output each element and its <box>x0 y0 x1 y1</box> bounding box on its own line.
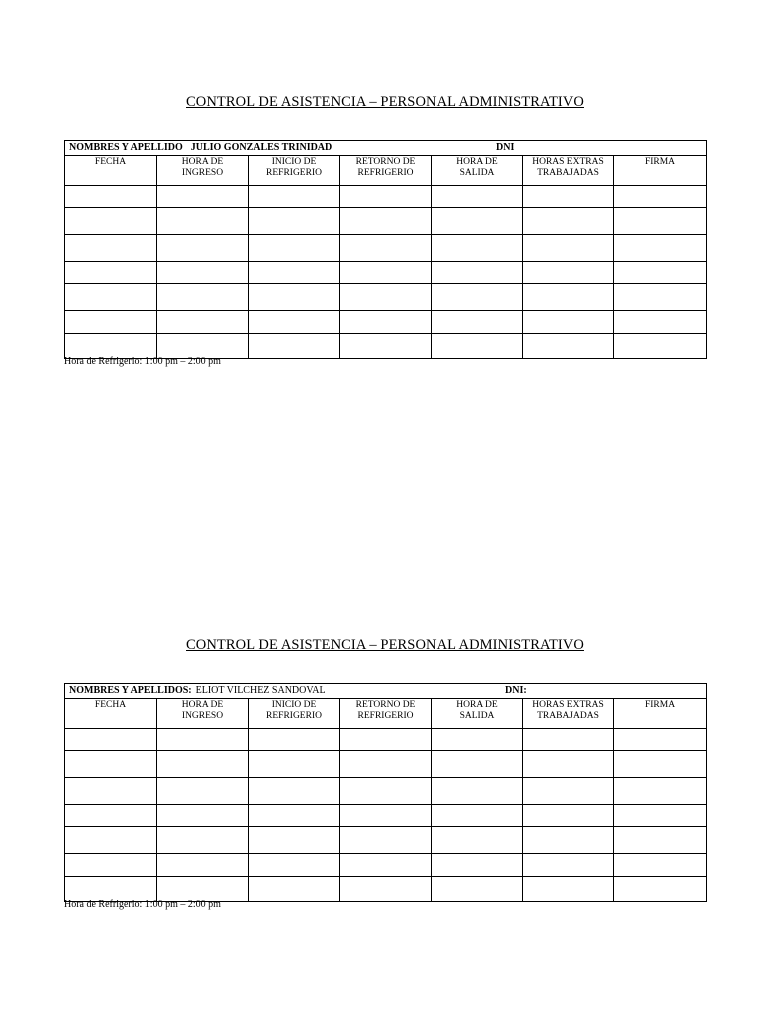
table-row <box>65 877 707 902</box>
col-header-hora-salida: HORA DE SALIDA <box>432 699 523 729</box>
cell-horas-extras <box>523 186 614 208</box>
cell-retorno-refrigerio <box>340 311 432 334</box>
cell-inicio-refrigerio <box>249 284 340 311</box>
cell-horas-extras <box>523 284 614 311</box>
table-row <box>65 805 707 827</box>
cell-firma <box>614 235 707 262</box>
cell-retorno-refrigerio <box>340 284 432 311</box>
cell-hora-salida <box>432 186 523 208</box>
cell-inicio-refrigerio <box>249 805 340 827</box>
cell-inicio-refrigerio <box>249 311 340 334</box>
cell-firma <box>614 311 707 334</box>
column-header-row <box>65 699 707 729</box>
cell-retorno-refrigerio <box>340 751 432 778</box>
cell-firma <box>614 827 707 854</box>
cell-hora-salida <box>432 235 523 262</box>
attendance-form-2 <box>64 637 706 910</box>
cell-fecha <box>65 186 157 208</box>
cell-hora-ingreso <box>157 778 249 805</box>
cell-inicio-refrigerio <box>249 262 340 284</box>
cell-fecha <box>65 729 157 751</box>
employee-name: JULIO GONZALES TRINIDAD <box>190 142 333 153</box>
col-header-firma: FIRMA <box>614 699 707 729</box>
table-row <box>65 262 707 284</box>
cell-hora-salida <box>432 334 523 359</box>
column-header-row <box>65 156 707 186</box>
cell-horas-extras <box>523 805 614 827</box>
cell-retorno-refrigerio <box>340 186 432 208</box>
cell-hora-salida <box>432 751 523 778</box>
attendance-table <box>64 140 707 359</box>
cell-horas-extras <box>523 208 614 235</box>
cell-hora-ingreso <box>157 751 249 778</box>
cell-inicio-refrigerio <box>249 208 340 235</box>
cell-fecha <box>65 334 157 359</box>
cell-horas-extras <box>523 778 614 805</box>
cell-retorno-refrigerio <box>340 262 432 284</box>
cell-hora-ingreso <box>157 729 249 751</box>
col-header-inicio-refrigerio: INICIO DE REFRIGERIO <box>249 156 340 186</box>
attendance-form-1 <box>64 94 706 367</box>
cell-hora-salida <box>432 208 523 235</box>
table-row <box>65 235 707 262</box>
cell-horas-extras <box>523 235 614 262</box>
col-header-hora-salida: HORA DE SALIDA <box>432 156 523 186</box>
col-header-hora-ingreso: HORA DE INGRESO <box>157 699 249 729</box>
cell-hora-salida <box>432 729 523 751</box>
col-header-hora-ingreso: HORA DE INGRESO <box>157 156 249 186</box>
cell-hora-ingreso <box>157 334 249 359</box>
cell-fecha <box>65 284 157 311</box>
cell-inicio-refrigerio <box>249 778 340 805</box>
cell-horas-extras <box>523 729 614 751</box>
cell-firma <box>614 751 707 778</box>
cell-hora-salida <box>432 854 523 877</box>
cell-firma <box>614 729 707 751</box>
table-row <box>65 186 707 208</box>
cell-fecha <box>65 854 157 877</box>
lunch-hours-note: Hora de Refrigerio: 1:00 pm – 2:00 pm <box>64 356 221 367</box>
cell-horas-extras <box>523 311 614 334</box>
form-title: CONTROL DE ASISTENCIA – PERSONAL ADMINISTRATIVO <box>186 637 584 653</box>
cell-inicio-refrigerio <box>249 334 340 359</box>
name-label: NOMBRES Y APELLIDOS: <box>69 685 192 696</box>
cell-firma <box>614 778 707 805</box>
cell-fecha <box>65 208 157 235</box>
dni-label: DNI <box>496 142 515 153</box>
cell-retorno-refrigerio <box>340 854 432 877</box>
col-header-firma: FIRMA <box>614 156 707 186</box>
cell-hora-salida <box>432 805 523 827</box>
col-header-inicio-refrigerio: INICIO DE REFRIGERIO <box>249 699 340 729</box>
cell-fecha <box>65 805 157 827</box>
col-header-retorno-refrigerio: RETORNO DE REFRIGERIO <box>340 699 432 729</box>
dni-label: DNI: <box>505 685 527 696</box>
cell-retorno-refrigerio <box>340 729 432 751</box>
cell-fecha <box>65 877 157 902</box>
cell-hora-ingreso <box>157 311 249 334</box>
cell-hora-ingreso <box>157 854 249 877</box>
table-row <box>65 827 707 854</box>
cell-inicio-refrigerio <box>249 186 340 208</box>
cell-firma <box>614 805 707 827</box>
form-title: CONTROL DE ASISTENCIA – PERSONAL ADMINISTRATIVO <box>186 94 584 110</box>
col-header-horas-extras: HORAS EXTRAS TRABAJADAS <box>523 699 614 729</box>
col-header-retorno-refrigerio: RETORNO DE REFRIGERIO <box>340 156 432 186</box>
cell-retorno-refrigerio <box>340 778 432 805</box>
cell-hora-ingreso <box>157 877 249 902</box>
cell-inicio-refrigerio <box>249 854 340 877</box>
cell-fecha <box>65 751 157 778</box>
table-row <box>65 778 707 805</box>
attendance-table <box>64 683 707 902</box>
cell-inicio-refrigerio <box>249 751 340 778</box>
cell-hora-salida <box>432 311 523 334</box>
cell-hora-ingreso <box>157 284 249 311</box>
table-row <box>65 284 707 311</box>
cell-hora-ingreso <box>157 827 249 854</box>
cell-horas-extras <box>523 854 614 877</box>
table-row <box>65 729 707 751</box>
cell-firma <box>614 186 707 208</box>
cell-retorno-refrigerio <box>340 827 432 854</box>
employee-header-row <box>65 141 707 156</box>
table-row <box>65 208 707 235</box>
cell-firma <box>614 877 707 902</box>
col-header-fecha: FECHA <box>65 699 157 729</box>
cell-hora-salida <box>432 778 523 805</box>
cell-hora-ingreso <box>157 208 249 235</box>
cell-hora-ingreso <box>157 235 249 262</box>
table-row <box>65 311 707 334</box>
employee-header-row <box>65 684 707 699</box>
cell-retorno-refrigerio <box>340 334 432 359</box>
cell-fecha <box>65 311 157 334</box>
cell-firma <box>614 854 707 877</box>
name-label: NOMBRES Y APELLIDO <box>69 142 183 153</box>
cell-hora-ingreso <box>157 262 249 284</box>
cell-horas-extras <box>523 827 614 854</box>
cell-hora-salida <box>432 827 523 854</box>
cell-inicio-refrigerio <box>249 729 340 751</box>
cell-fecha <box>65 235 157 262</box>
cell-hora-salida <box>432 262 523 284</box>
cell-horas-extras <box>523 334 614 359</box>
employee-header <box>65 684 707 699</box>
cell-hora-ingreso <box>157 805 249 827</box>
cell-fecha <box>65 778 157 805</box>
cell-inicio-refrigerio <box>249 877 340 902</box>
lunch-hours-note: Hora de Refrigerio: 1:00 pm – 2:00 pm <box>64 899 221 910</box>
employee-name: ELIOT VILCHEZ SANDOVAL <box>195 685 326 696</box>
table-row <box>65 334 707 359</box>
col-header-fecha: FECHA <box>65 156 157 186</box>
cell-hora-salida <box>432 877 523 902</box>
cell-firma <box>614 334 707 359</box>
cell-firma <box>614 208 707 235</box>
cell-retorno-refrigerio <box>340 208 432 235</box>
cell-fecha <box>65 827 157 854</box>
cell-horas-extras <box>523 877 614 902</box>
cell-fecha <box>65 262 157 284</box>
cell-retorno-refrigerio <box>340 235 432 262</box>
table-row <box>65 854 707 877</box>
cell-firma <box>614 284 707 311</box>
cell-hora-salida <box>432 284 523 311</box>
col-header-horas-extras: HORAS EXTRAS TRABAJADAS <box>523 156 614 186</box>
employee-header <box>65 141 707 156</box>
cell-inicio-refrigerio <box>249 235 340 262</box>
cell-retorno-refrigerio <box>340 805 432 827</box>
cell-firma <box>614 262 707 284</box>
cell-inicio-refrigerio <box>249 827 340 854</box>
cell-retorno-refrigerio <box>340 877 432 902</box>
cell-hora-ingreso <box>157 186 249 208</box>
table-row <box>65 751 707 778</box>
cell-horas-extras <box>523 751 614 778</box>
cell-horas-extras <box>523 262 614 284</box>
